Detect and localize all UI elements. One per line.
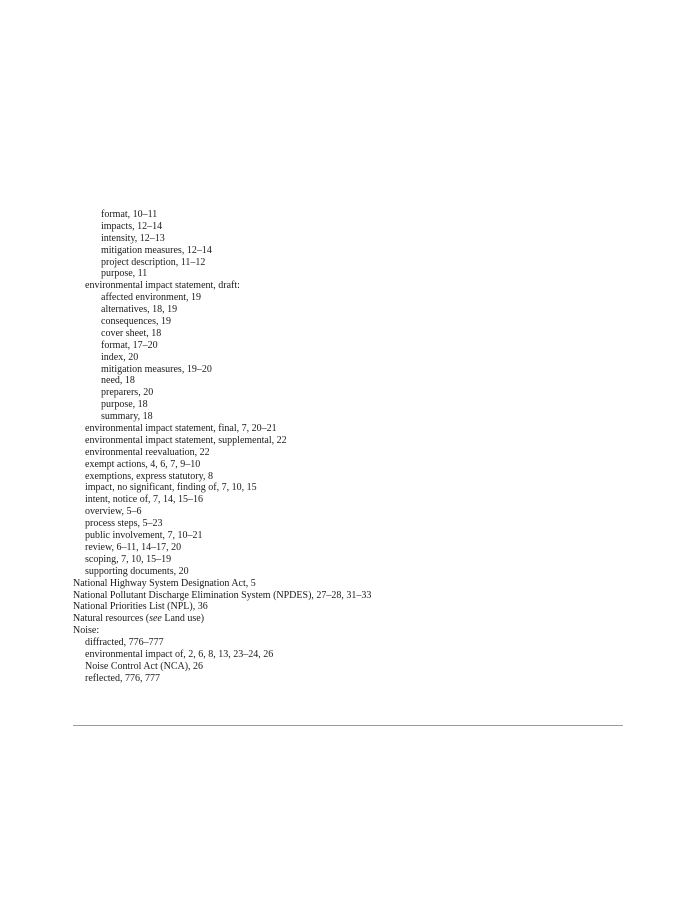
- index-entry: environmental impact statement, final, 7, 20–21: [85, 423, 277, 435]
- index-entry: National Highway System Designation Act, 5: [73, 577, 256, 589]
- index-entry: mitigation measures, 19–20: [101, 363, 212, 375]
- index-entry: environmental impact statement, supplemental, 22: [85, 434, 287, 446]
- index-entry: impact, no significant, finding of, 7, 10, 15: [85, 482, 257, 494]
- footer-rule: [73, 725, 623, 726]
- index-entry: Noise:: [73, 625, 100, 637]
- index-entry: exemptions, express statutory, 8: [85, 470, 213, 482]
- index-entry: environmental impact statement, draft:: [85, 280, 240, 292]
- index-entries: [73, 209, 633, 685]
- index-entry: diffracted, 776–777: [85, 637, 164, 649]
- index-entry: alternatives, 18, 19: [101, 304, 178, 316]
- index-entry: affected environment, 19: [101, 292, 202, 304]
- index-entry: environmental impact of, 2, 6, 8, 13, 23–24, 26: [85, 648, 274, 660]
- index-entry: impacts, 12–14: [101, 220, 163, 232]
- index-entry: public involvement, 7, 10–21: [85, 530, 203, 542]
- index-entry: Natural resources (see Land use): [73, 613, 205, 625]
- index-entry: summary, 18: [101, 411, 153, 423]
- index-entry: intent, notice of, 7, 14, 15–16: [85, 494, 204, 506]
- index-entry: reflected, 776, 777: [85, 672, 160, 684]
- index-entry: review, 6–11, 14–17, 20: [85, 541, 182, 553]
- index-entry: format, 17–20: [101, 339, 158, 351]
- index-entry: index, 20: [101, 351, 139, 363]
- index-entry: mitigation measures, 12–14: [101, 244, 212, 256]
- index-entry: purpose, 18: [101, 399, 148, 411]
- index-entry: supporting documents, 20: [85, 565, 189, 577]
- index-entry: National Pollutant Discharge Elimination System (NPDES), 27–28, 31–33: [73, 589, 372, 601]
- index-entry: exempt actions, 4, 6, 7, 9–10: [85, 458, 201, 470]
- index-entry: environmental reevaluation, 22: [85, 446, 210, 458]
- index-entry: project description, 11–12: [101, 256, 206, 268]
- index-entry: cover sheet, 18: [101, 327, 162, 339]
- index-entry: need, 18: [101, 375, 135, 387]
- index-entry: consequences, 19: [101, 316, 171, 328]
- index-entry: overview, 5–6: [85, 506, 142, 518]
- index-entry: scoping, 7, 10, 15–19: [85, 553, 172, 565]
- index-entry: Noise Control Act (NCA), 26: [85, 660, 204, 672]
- index-entry: process steps, 5–23: [85, 518, 163, 530]
- index-entry: purpose, 11: [101, 268, 148, 280]
- index-entry: format, 10–11: [101, 209, 158, 220]
- index-entry: preparers, 20: [101, 387, 154, 399]
- index-entry: National Priorities List (NPL), 36: [73, 601, 208, 613]
- index-entry: intensity, 12–13: [101, 232, 165, 244]
